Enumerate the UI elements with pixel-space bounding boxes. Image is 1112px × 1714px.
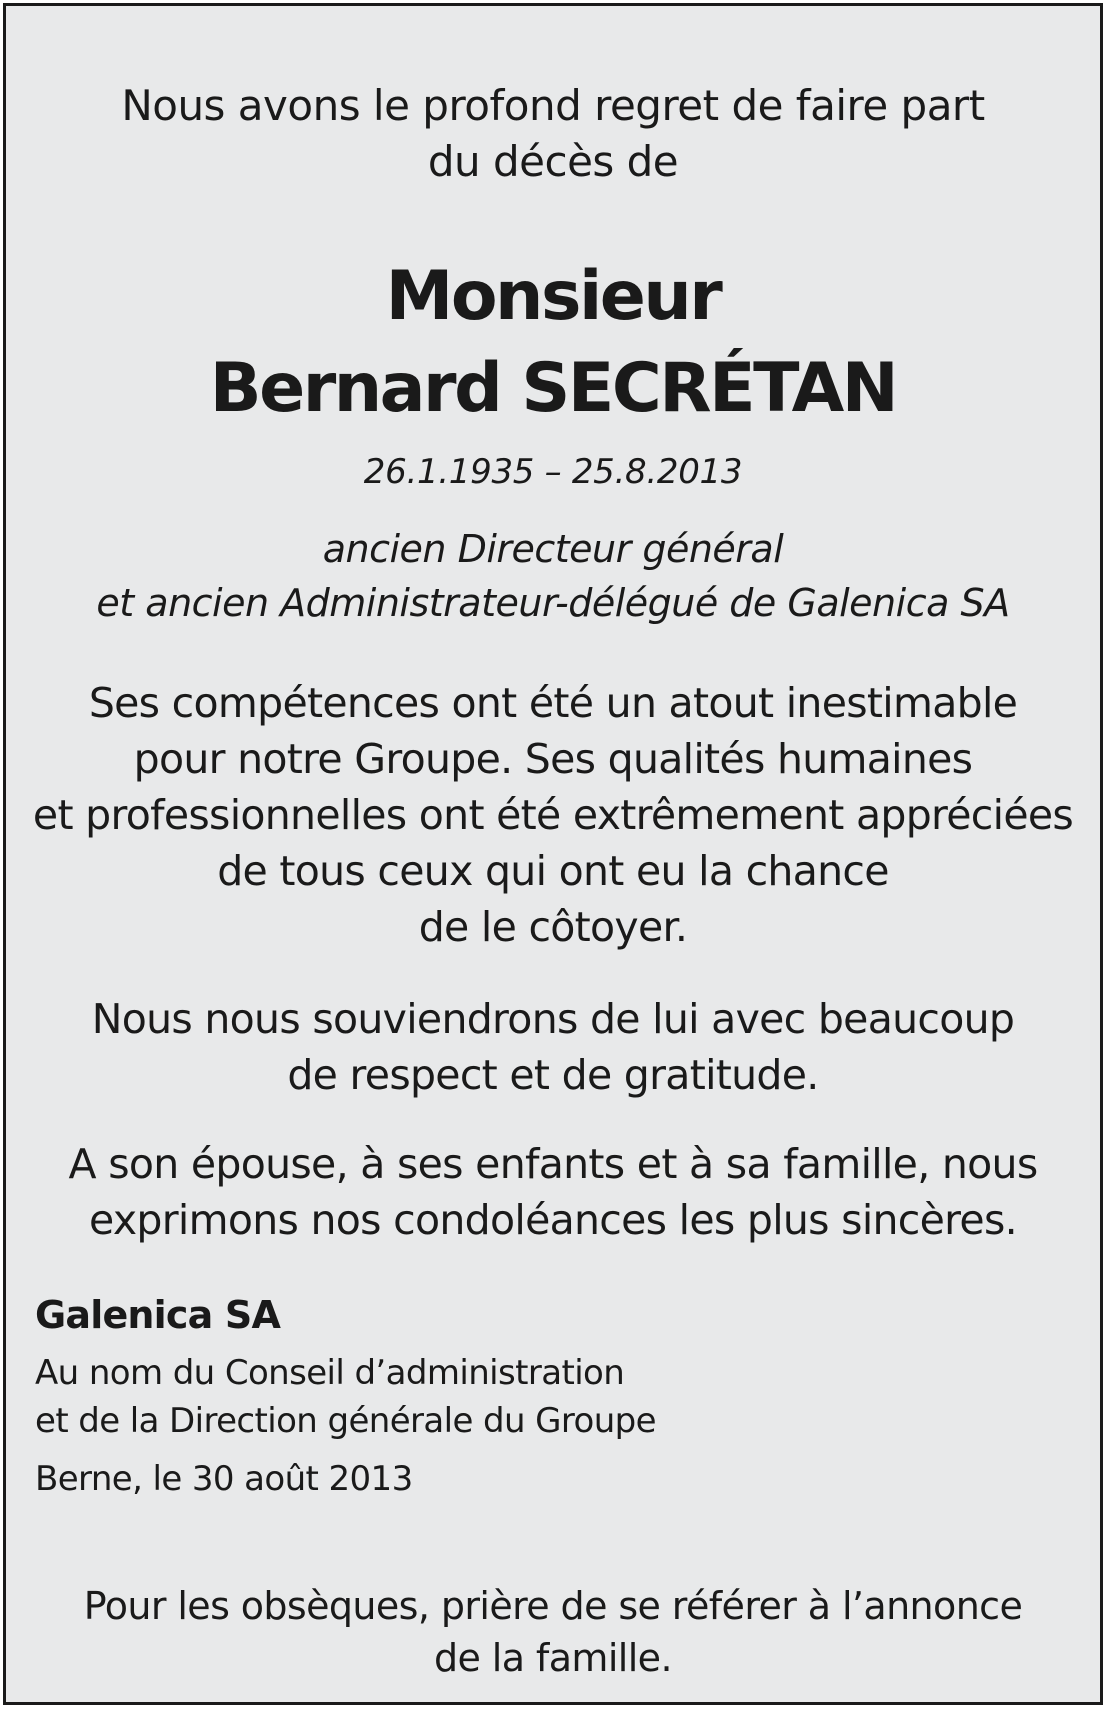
role-line: et ancien Administrateur-délégué de Galenica SA xyxy=(96,581,1010,625)
tribute-line: de tous ceux qui ont eu la chance xyxy=(217,847,889,895)
intro-text xyxy=(6,78,1100,190)
on-behalf-line: et de la Direction générale du Groupe xyxy=(35,1401,656,1441)
tribute-line: et professionnelles ont été extrêmement appréciées xyxy=(32,791,1074,839)
tribute-paragraph xyxy=(6,675,1100,955)
name-title: Monsieur xyxy=(385,257,721,336)
former-roles xyxy=(6,522,1100,630)
remembrance-line: de respect et de gratitude. xyxy=(287,1051,819,1099)
funeral-note-line: de la famille. xyxy=(434,1636,672,1680)
on-behalf-line: Au nom du Conseil d’administration xyxy=(35,1353,625,1393)
tribute-line: Ses compétences ont été un atout inestimable xyxy=(88,679,1018,727)
name-full: Bernard SECRÉTAN xyxy=(209,349,897,428)
signature-block xyxy=(35,1291,656,1503)
obituary-notice xyxy=(3,3,1103,1705)
tribute-line: de le côtoyer. xyxy=(418,903,688,951)
funeral-note xyxy=(6,1580,1100,1684)
remembrance-paragraph xyxy=(6,991,1100,1103)
place-date: Berne, le 30 août 2013 xyxy=(35,1459,413,1499)
remembrance-line: Nous nous souviendrons de lui avec beaucoup xyxy=(91,995,1015,1043)
condolences-line: A son épouse, à ses enfants et à sa famille, nous xyxy=(68,1140,1038,1188)
tribute-line: pour notre Groupe. Ses qualités humaines xyxy=(133,735,973,783)
life-dates: 26.1.1935 – 25.8.2013 xyxy=(363,452,743,492)
intro-line: Nous avons le profond regret de faire part xyxy=(121,81,985,130)
deceased-name xyxy=(6,251,1100,435)
funeral-note-line: Pour les obsèques, prière de se référer à l’annonce xyxy=(83,1584,1023,1628)
condolences-line: exprimons nos condoléances les plus sincères. xyxy=(89,1196,1017,1244)
company-name: Galenica SA xyxy=(35,1293,281,1337)
condolences-paragraph xyxy=(6,1136,1100,1248)
intro-line: du décès de xyxy=(427,137,679,186)
role-line: ancien Directeur général xyxy=(322,527,784,571)
on-behalf-text xyxy=(35,1349,656,1445)
